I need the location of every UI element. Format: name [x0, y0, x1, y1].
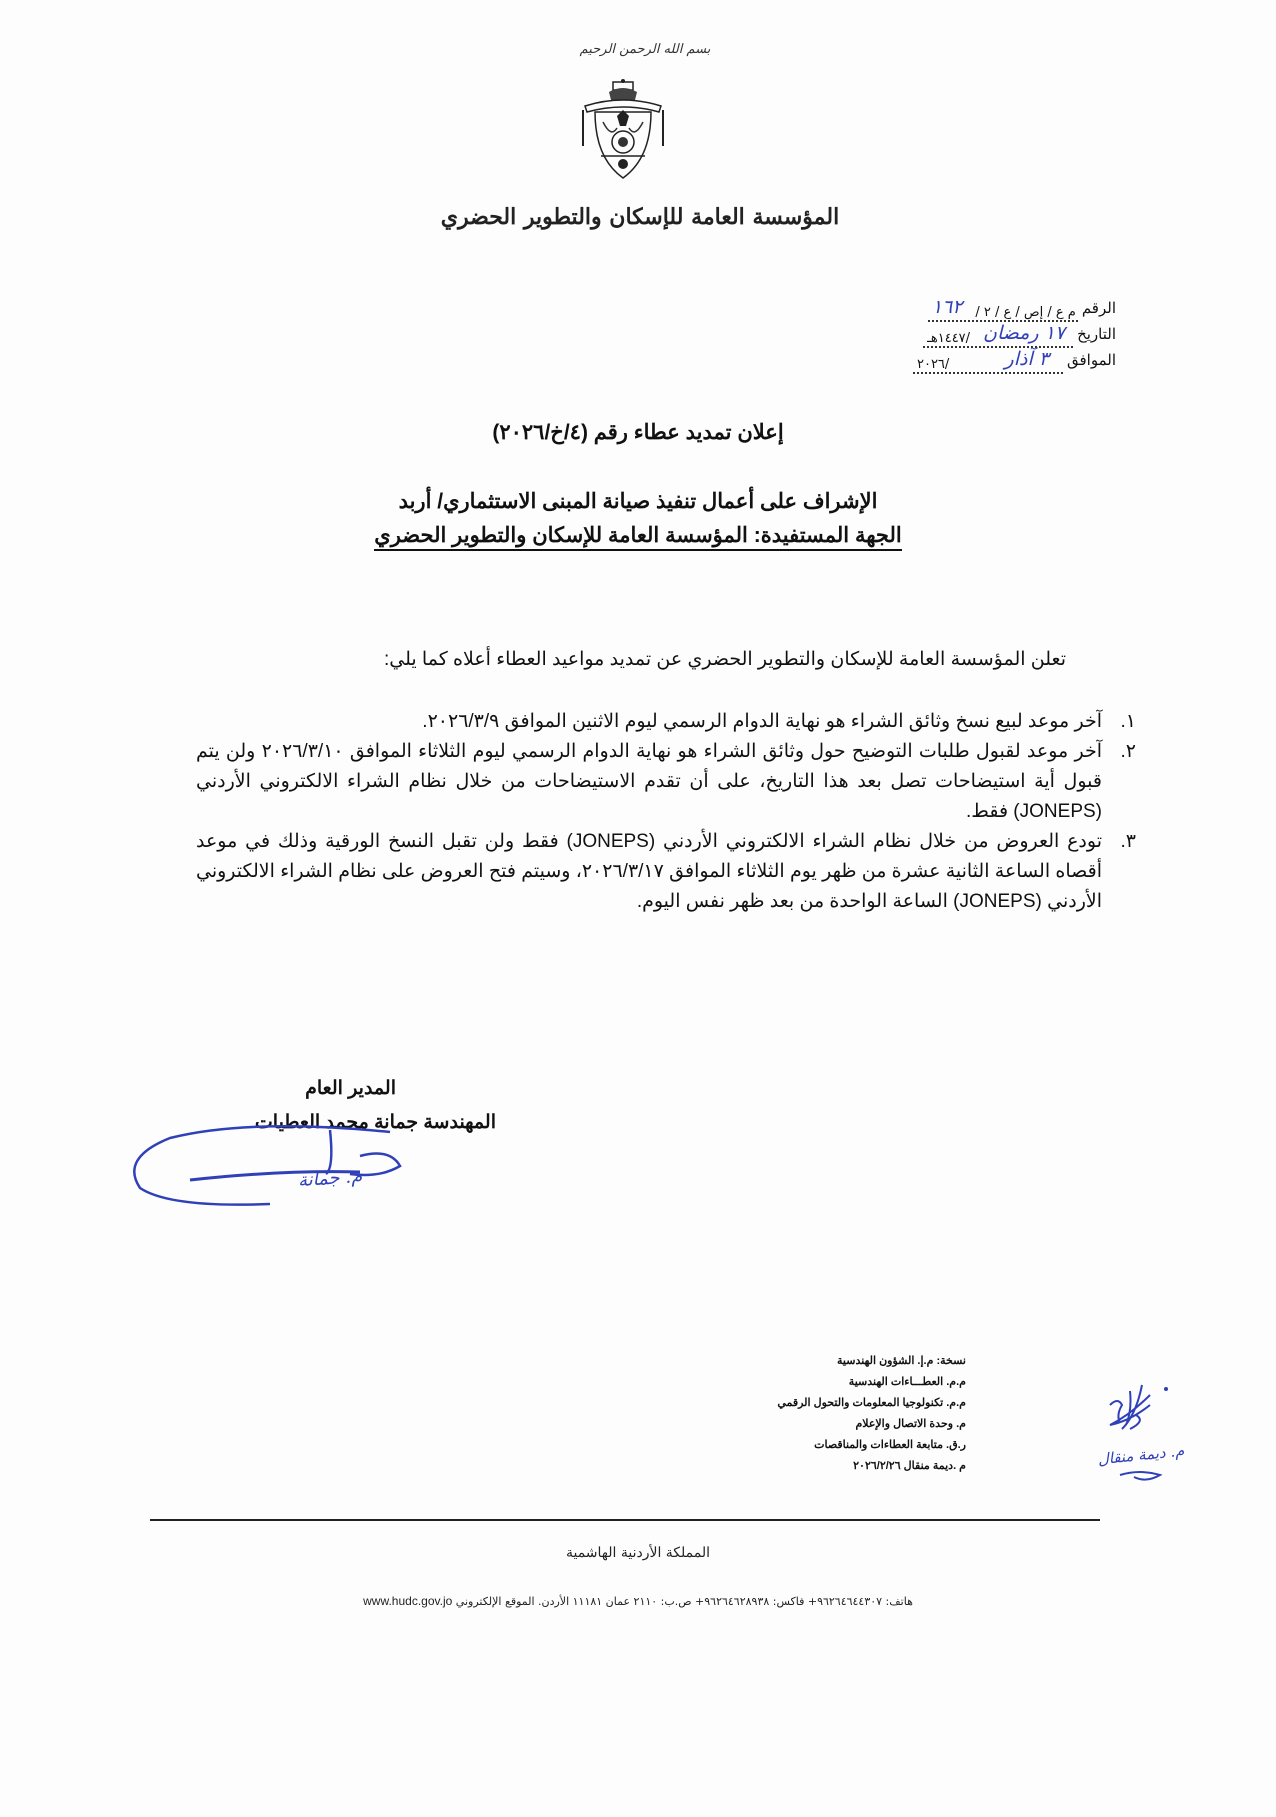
list-item-text: آخر موعد لقبول طلبات التوضيح حول وثائق الشراء هو نهاية الدوام الرسمي ليوم الثلاثاء الموافق ٢٠٢٦/٣/١٠ ولن يتم قبول أية استيضاحات تصل بعد هذا التاريخ، على أن تقدم الاستيضاحات من خلال نظام الشراء الالكتروني الأردني (JONEPS) فقط.: [196, 741, 1102, 822]
handwritten-initials-text: م. ديمة منقال: [1096, 1441, 1186, 1469]
list-item: [196, 707, 1136, 737]
reference-number-handwritten: ١٦٢: [931, 296, 963, 318]
reference-corresponding-label: الموافق: [1066, 352, 1116, 369]
list-item: [196, 827, 1136, 917]
footer-website-link[interactable]: www.hudc.gov.jo: [363, 1594, 453, 1608]
copy-line: م.م. العطـــاءات الهندسية: [848, 1376, 966, 1388]
schedule-list: [196, 707, 1136, 917]
beneficiary-text: الجهة المستفيدة: المؤسسة العامة للإسكان والتطوير الحضري: [374, 524, 901, 551]
list-item-text: آخر موعد لبيع نسخ وثائق الشراء هو نهاية الدوام الرسمي ليوم الاثنين الموافق ٢٠٢٦/٣/٩.: [422, 711, 1102, 732]
reference-date-printed: /١٤٤٧هـ: [927, 331, 971, 346]
reference-date-field: [923, 322, 1073, 348]
reference-date-label: التاريخ: [1077, 326, 1116, 343]
list-item: [196, 737, 1136, 827]
reference-corresponding-printed: /٢٠٢٦: [916, 357, 950, 372]
list-item-number: ٣.: [1120, 831, 1136, 852]
handwritten-signature: [130, 1108, 430, 1218]
copy-line: م .ديمة منقال ٢٠٢٦/٢/٢٦: [853, 1460, 966, 1472]
reference-date-handwritten: ١٧ رمضان: [983, 322, 1066, 344]
signatory-position: المدير العام: [305, 1078, 396, 1099]
basmala: بسم الله الرحمن الرحيم: [579, 42, 711, 57]
announcement-title: إعلان تمديد عطاء رقم (٤/خ/٢٠٢٦): [492, 421, 784, 444]
list-item-number: ٢.: [1120, 741, 1136, 762]
copies-distribution: [726, 1351, 966, 1477]
handwritten-signature-text: م. جمانة: [297, 1165, 363, 1192]
organization-name: المؤسسة العامة للإسكان والتطوير الحضري: [440, 204, 840, 230]
footer-contact-details: هاتف: ٩٦٢٦٤٦٤٤٣٠٧+ فاكس: ٩٦٢٦٤٦٢٨٩٣٨+ ص.ب: ٢١١٠ عمان ١١١٨١ الأردن. الموقع الإلكتروني: [455, 1595, 913, 1608]
list-item-text: تودع العروض من خلال نظام الشراء الالكتروني الأردني (JONEPS) فقط ولن تقبل النسخ الورقية وذلك في موعد أقصاه الساعة الثانية عشرة من ظهر يوم الثلاثاء الموافق ٢٠٢٦/٣/١٧، وسيتم فتح العروض على نظام الشراء الالكتروني الأردني (JONEPS) الساعة الواحدة من بعد ظهر نفس اليوم.: [196, 831, 1102, 912]
copy-line: نسخة: م.إ. الشؤون الهندسية: [837, 1355, 966, 1367]
signatory-name: المهندسة جمانة محمد العطيات: [254, 1112, 496, 1133]
reference-number-field: [928, 296, 1078, 322]
footer-contact: [0, 1594, 1276, 1608]
handwritten-initials: [1090, 1375, 1180, 1485]
reference-number-printed: م ع / إص / ع / ٢ /: [975, 305, 1076, 320]
reference-block: [816, 296, 1116, 374]
announcement-beneficiary: [0, 523, 1276, 548]
reference-corresponding-handwritten: ٣ آذار: [1004, 348, 1049, 370]
reference-corresponding-field: [913, 348, 1063, 374]
copy-line: م. وحدة الاتصال والإعلام: [855, 1418, 966, 1430]
footer-divider: [150, 1519, 1100, 1521]
list-item-number: ١.: [1120, 711, 1136, 732]
reference-number-label: الرقم: [1081, 300, 1116, 317]
copy-line: ر.ق. متابعة العطاءات والمناقصات: [814, 1439, 966, 1451]
footer-kingdom: المملكة الأردنية الهاشمية: [565, 1545, 711, 1561]
copy-line: م.م. تكنولوجيا المعلومات والتحول الرقمي: [777, 1397, 966, 1409]
announcement-intro: تعلن المؤسسة العامة للإسكان والتطوير الحضري عن تمديد مواعيد العطاء أعلاه كما يلي:: [383, 649, 1066, 670]
reference-number-row: [816, 296, 1116, 322]
coat-of-arms-icon: [575, 78, 671, 182]
announcement-subject: الإشراف على أعمال تنفيذ صيانة المبنى الاستثماري/ أربد: [398, 490, 878, 513]
